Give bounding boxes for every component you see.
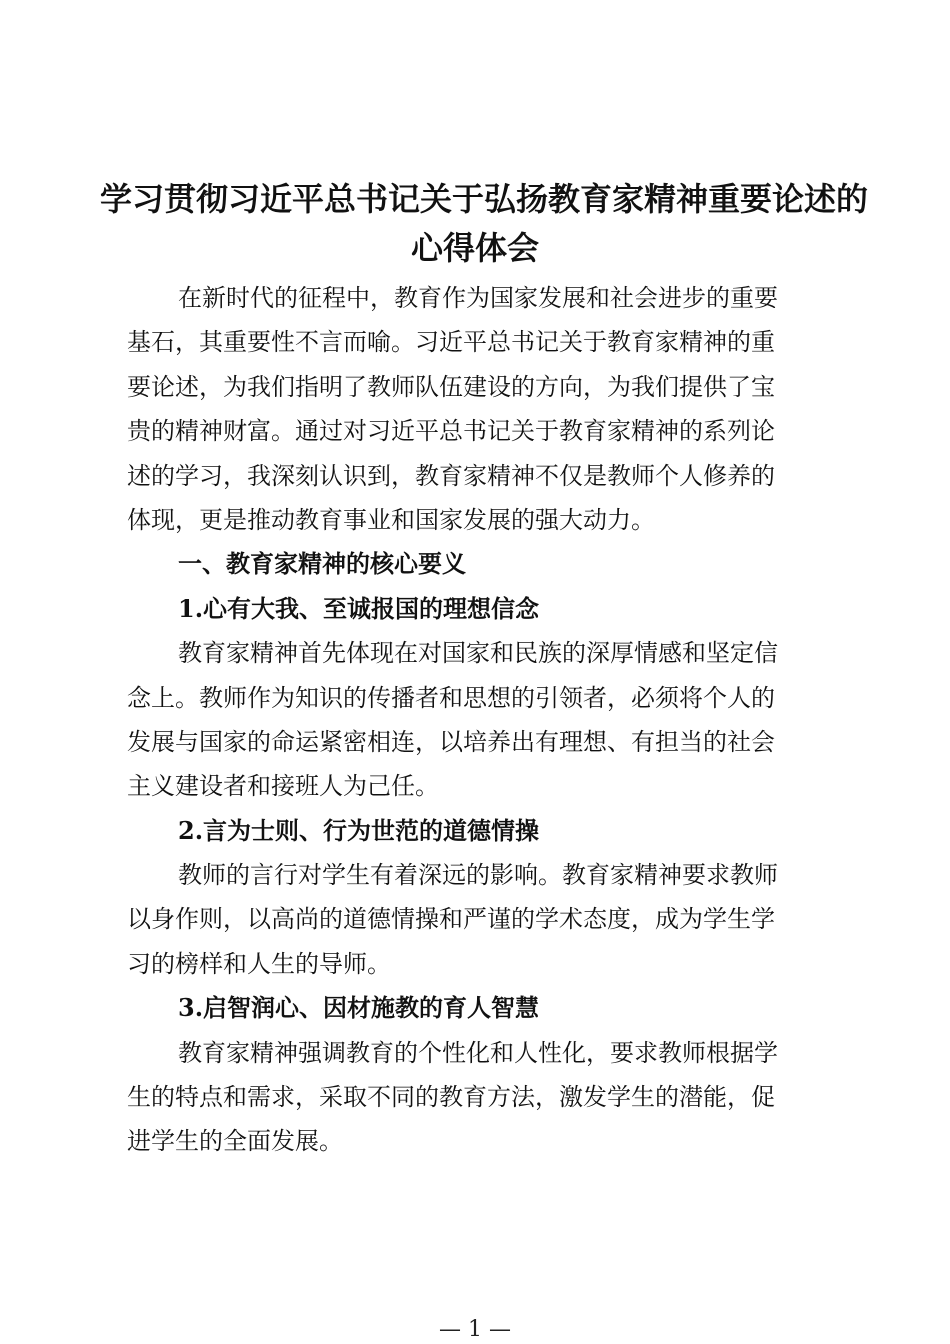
paragraph-line: 教师的言行对学生有着深远的影响。教育家精神要求教师 [178,861,778,890]
paragraph-line: 在新时代的征程中，教育作为国家发展和社会进步的重要 [178,284,778,312]
paragraph-line: 发展与国家的命运紧密相连，以培养出有理想、有担当的社会 [127,727,775,756]
paragraph-line: 基石，其重要性不言而喻。习近平总书记关于教育家精神的重 [127,328,775,357]
paragraph-line: 体现，更是推动教育事业和国家发展的强大动力。 [127,505,655,534]
subsection-heading: 3.启智润心、因材施教的育人智慧 [178,993,540,1023]
subsection-heading: 2.言为士则、行为世范的道德情操 [178,815,540,845]
paragraph-line: 念上。教师作为知识的传播者和思想的引领者，必须将个人的 [127,683,775,712]
document-title-line-2: 心得体会 [410,229,539,267]
page-number: — 1 — [439,1317,511,1342]
section-heading: 一、教育家精神的核心要义 [178,549,466,579]
paragraph-line: 教育家精神首先体现在对国家和民族的深厚情感和坚定信 [178,639,778,668]
document-title-line-1: 学习贯彻习近平总书记关于弘扬教育家精神重要论述的 [100,180,869,218]
document-body [127,276,827,1164]
paragraph-line: 习的榜样和人生的导师。 [127,949,391,978]
paragraph-line: 要论述，为我们指明了教师队伍建设的方向，为我们提供了宝 [127,372,775,401]
paragraph-line: 贵的精神财富。通过对习近平总书记关于教育家精神的系列论 [127,417,775,446]
paragraph-line: 生的特点和需求，采取不同的教育方法，激发学生的潜能，促 [127,1083,775,1112]
paragraph-line: 述的学习，我深刻认识到，教育家精神不仅是教师个人修养的 [127,461,775,490]
paragraph-line: 教育家精神强调教育的个性化和人性化，要求教师根据学 [178,1038,778,1067]
paragraph-line: 以身作则，以高尚的道德情操和严谨的学术态度，成为学生学 [127,905,775,934]
paragraph-line: 进学生的全面发展。 [127,1127,343,1156]
paragraph-line: 主义建设者和接班人为己任。 [127,772,439,801]
subsection-heading: 1.心有大我、至诚报国的理想信念 [178,593,540,623]
